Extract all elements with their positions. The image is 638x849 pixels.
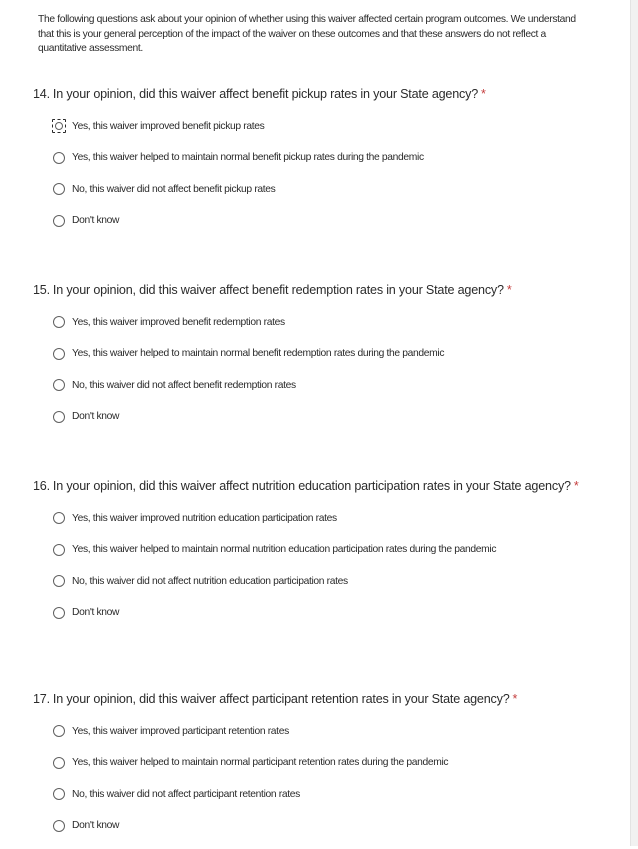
radio-button[interactable] — [53, 788, 65, 800]
option-label: Yes, this waiver improved nutrition education participation rates — [72, 512, 337, 524]
option-label: Don't know — [72, 215, 120, 227]
radio-option-q14-4[interactable] — [33, 213, 593, 229]
question-title — [33, 282, 593, 298]
option-label: Yes, this waiver improved benefit redemption rates — [72, 316, 285, 328]
radio-option-q16-2[interactable] — [33, 542, 593, 558]
radio-button[interactable] — [53, 725, 65, 737]
radio-button[interactable] — [53, 183, 65, 195]
radio-option-q17-4[interactable] — [33, 818, 593, 834]
radio-button[interactable] — [53, 379, 65, 391]
radio-option-q16-4[interactable] — [33, 605, 593, 621]
option-label: Don't know — [72, 411, 120, 423]
section-intro-text: The following questions ask about your opinion of whether using this waiver affected certain program outcomes. We understand that this is your general perception of the impact of the waiver on these outcomes and that these answers do not reflect a quantitative assessment. — [38, 14, 576, 55]
option-label: No, this waiver did not affect benefit redemption rates — [72, 379, 296, 391]
radio-button[interactable] — [53, 820, 65, 832]
radio-button[interactable] — [53, 348, 65, 360]
radio-option-q17-2[interactable] — [33, 755, 593, 771]
radio-option-q15-1[interactable] — [33, 314, 593, 330]
question-number: 14. — [33, 87, 50, 101]
radio-button[interactable] — [53, 512, 65, 524]
question-title — [33, 691, 593, 707]
option-label: Yes, this waiver helped to maintain normal benefit pickup rates during the pandemic — [72, 152, 424, 164]
option-label: Yes, this waiver helped to maintain normal nutrition education participation rates during the pandemic — [72, 544, 497, 556]
radio-button[interactable] — [53, 215, 65, 227]
option-label: Don't know — [72, 607, 120, 619]
question-number: 17. — [33, 692, 50, 706]
radio-option-q17-3[interactable] — [33, 786, 593, 802]
question-text: In your opinion, did this waiver affect benefit redemption rates in your State agency? — [52, 283, 504, 297]
radio-button[interactable] — [52, 119, 66, 133]
radio-button[interactable] — [53, 757, 65, 769]
question-14 — [33, 86, 593, 244]
option-label: Yes, this waiver helped to maintain normal participant retention rates during the pandemic — [72, 757, 449, 769]
radio-option-q17-1[interactable] — [33, 723, 593, 739]
radio-option-q15-2[interactable] — [33, 346, 593, 362]
option-label: No, this waiver did not affect participant retention rates — [72, 788, 300, 800]
radio-button[interactable] — [53, 607, 65, 619]
radio-button[interactable] — [53, 411, 65, 423]
required-marker: * — [481, 87, 486, 101]
radio-option-q16-1[interactable] — [33, 510, 593, 526]
required-marker: * — [506, 283, 512, 297]
radio-option-q14-1[interactable] — [33, 118, 593, 134]
radio-button[interactable] — [53, 544, 65, 556]
option-label: Don't know — [72, 820, 120, 832]
question-title — [33, 478, 593, 494]
question-text: In your opinion, did this waiver affect benefit pickup rates in your State agency? — [52, 87, 479, 101]
question-16 — [33, 478, 593, 636]
required-marker: * — [512, 692, 518, 706]
vertical-scrollbar[interactable] — [630, 0, 638, 846]
option-label: No, this waiver did not affect nutrition education participation rates — [72, 575, 348, 587]
radio-button[interactable] — [53, 316, 65, 328]
option-label: Yes, this waiver improved participant retention rates — [72, 725, 289, 737]
question-number: 16. — [33, 479, 50, 493]
option-label: Yes, this waiver improved benefit pickup rates — [72, 120, 265, 132]
question-17 — [33, 691, 593, 849]
question-text: In your opinion, did this waiver affect nutrition education participation rates in your State agency? — [52, 479, 571, 493]
required-marker: * — [573, 479, 579, 493]
radio-option-q14-2[interactable] — [33, 150, 593, 166]
question-15 — [33, 282, 593, 440]
option-label: No, this waiver did not affect benefit pickup rates — [72, 183, 276, 195]
radio-option-q15-3[interactable] — [33, 377, 593, 393]
question-number: 15. — [33, 283, 50, 297]
question-title — [33, 86, 593, 102]
radio-button[interactable] — [53, 575, 65, 587]
radio-option-q16-3[interactable] — [33, 573, 593, 589]
option-label: Yes, this waiver helped to maintain normal benefit redemption rates during the pandemic — [72, 348, 445, 360]
radio-option-q14-3[interactable] — [33, 181, 593, 197]
radio-button[interactable] — [53, 152, 65, 164]
question-text: In your opinion, did this waiver affect participant retention rates in your State agency? — [52, 692, 510, 706]
radio-option-q15-4[interactable] — [33, 409, 593, 425]
